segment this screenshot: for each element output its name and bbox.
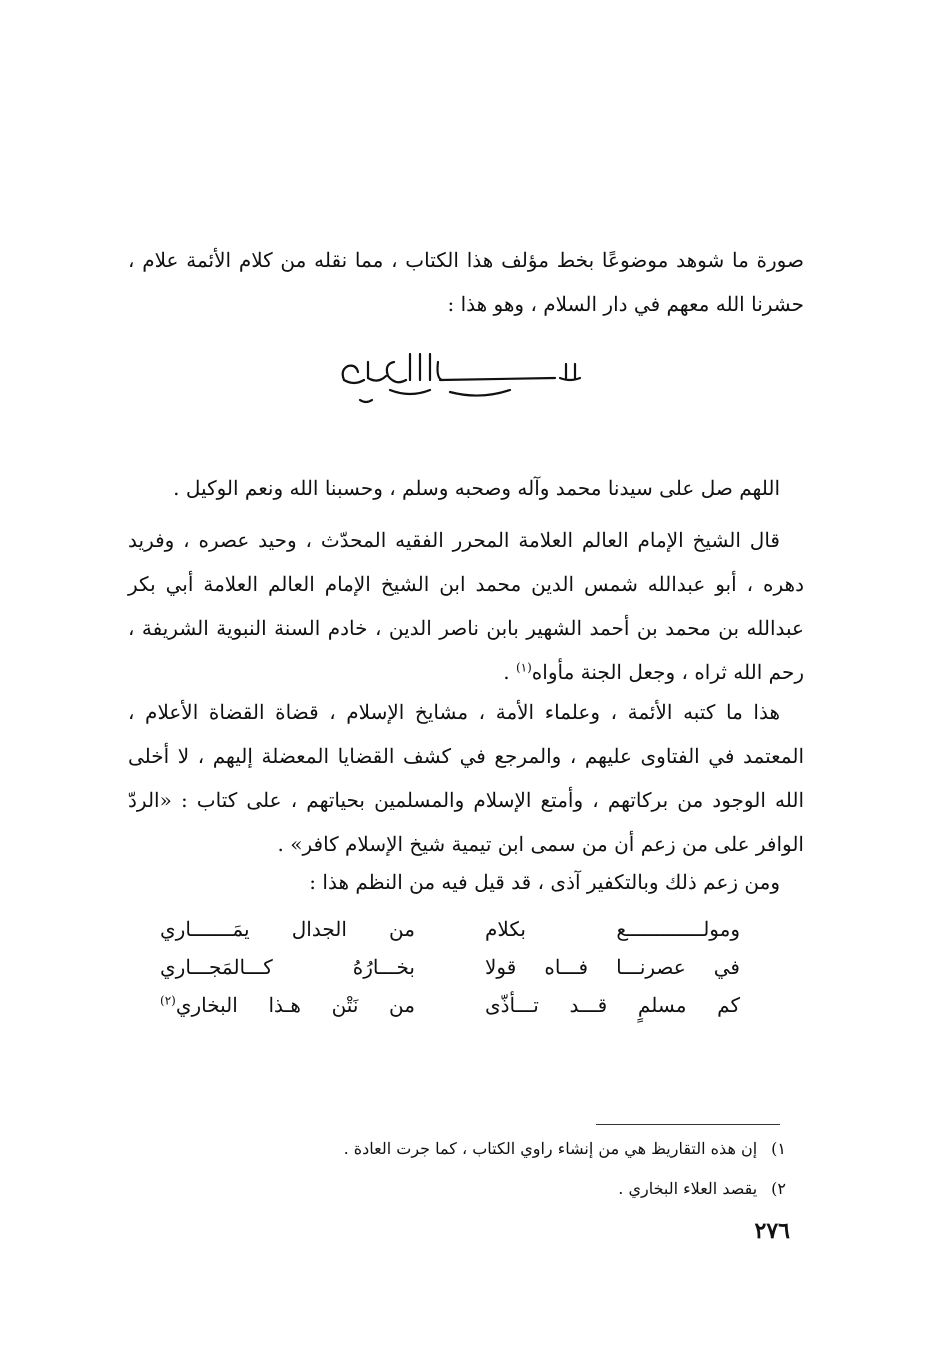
verse-second-hemistich: [160, 986, 415, 1024]
intro-text: صورة ما شوهد موضوعًا بخط مؤلف هذا الكتاب ، مما نقله من كلام الأئمة علام ، حشرنا الله معهم في دار السلام ، وهو هذا :: [128, 248, 804, 316]
footnote-2: [200, 1176, 786, 1202]
verse-second-text: من الجدال يمَـــــــاري: [160, 917, 415, 941]
salat-line: [128, 466, 804, 510]
verse-second-text: من نَتْن هـذا البخاري: [175, 993, 415, 1017]
paragraph-scholars: [128, 690, 804, 866]
verse-row: [160, 910, 740, 948]
poem: [160, 910, 740, 1024]
intro-paragraph: [128, 238, 804, 326]
verse-first-hemistich: في عصرنـــا فـــاه قولا: [485, 955, 740, 979]
paragraph-author-body: [128, 518, 804, 694]
paragraph-author-text: قال الشيخ الإمام العالم العلامة المحرر الفقيه المحدّث ، وحيد عصره ، وفريد دهره ، أبو عبدالله شمس الدين محمد ابن الشيخ الإمام العالم العلامة أبي بكر عبدالله بن محمد بن أحمد الشهير بابن ناصر الدين ، خادم السنة النبوية الشريفة ، رحم الله ثراه ، وجعل الجنة مأواه: [128, 528, 804, 684]
verse-row: [160, 948, 740, 986]
footnote-number: ٢): [771, 1179, 786, 1198]
paragraph-scholars-text: هذا ما كتبه الأئمة ، وعلماء الأمة ، مشايخ الإسلام ، قضاة القضاة الأعلام ، المعتمد في الفتاوى عليهم ، والمرجع في كشف القضايا المعضلة إليهم ، لا أخلى الله الوجود من بركاتهم ، وأمتع الإسلام والمسلمين بحياتهم ، على كتاب : «الردّ الوافر على من زعم أن من سمى ابن تيمية شيخ الإسلام كافر» .: [128, 700, 804, 856]
salat-text: اللهم صل على سيدنا محمد وآله وصحبه وسلم ، وحسبنا الله ونعم الوكيل .: [173, 476, 780, 500]
footnote-text: إن هذه التقاريظ هي من إنشاء راوي الكتاب ، كما جرت العادة .: [343, 1139, 758, 1158]
paragraph-author-end: .: [503, 660, 516, 684]
footnote-separator: [596, 1124, 780, 1125]
basmala-calligraphy: [330, 340, 600, 410]
footnote-number: ١): [771, 1139, 786, 1158]
verse-first-hemistich: ومولـــــــــــــع بكلام: [485, 917, 740, 941]
basmala-text: بسم الله الرحمن الرحيم: [459, 406, 471, 407]
paragraph-author: [128, 518, 804, 694]
footnote-ref-1[interactable]: (١): [515, 660, 532, 675]
footnote-1: [200, 1136, 786, 1162]
verse-row: [160, 986, 740, 1024]
verse-first-hemistich: كم مسلمٍ قـــد تـــأذّى: [485, 993, 740, 1017]
page-number: ٢٧٦: [754, 1218, 790, 1244]
verse-second-text: بخـــارُهُ كـــالمَجـــاري: [160, 955, 415, 979]
verse-second-hemistich: [160, 948, 415, 986]
poem-lead: [128, 860, 804, 904]
verse-second-hemistich: [160, 910, 415, 948]
poem-lead-text: ومن زعم ذلك وبالتكفير آذى ، قد قيل فيه من النظم هذا :: [309, 870, 780, 894]
footnote-text: يقصد العلاء البخاري .: [618, 1179, 758, 1198]
footnote-ref-2[interactable]: (٢): [160, 993, 176, 1008]
